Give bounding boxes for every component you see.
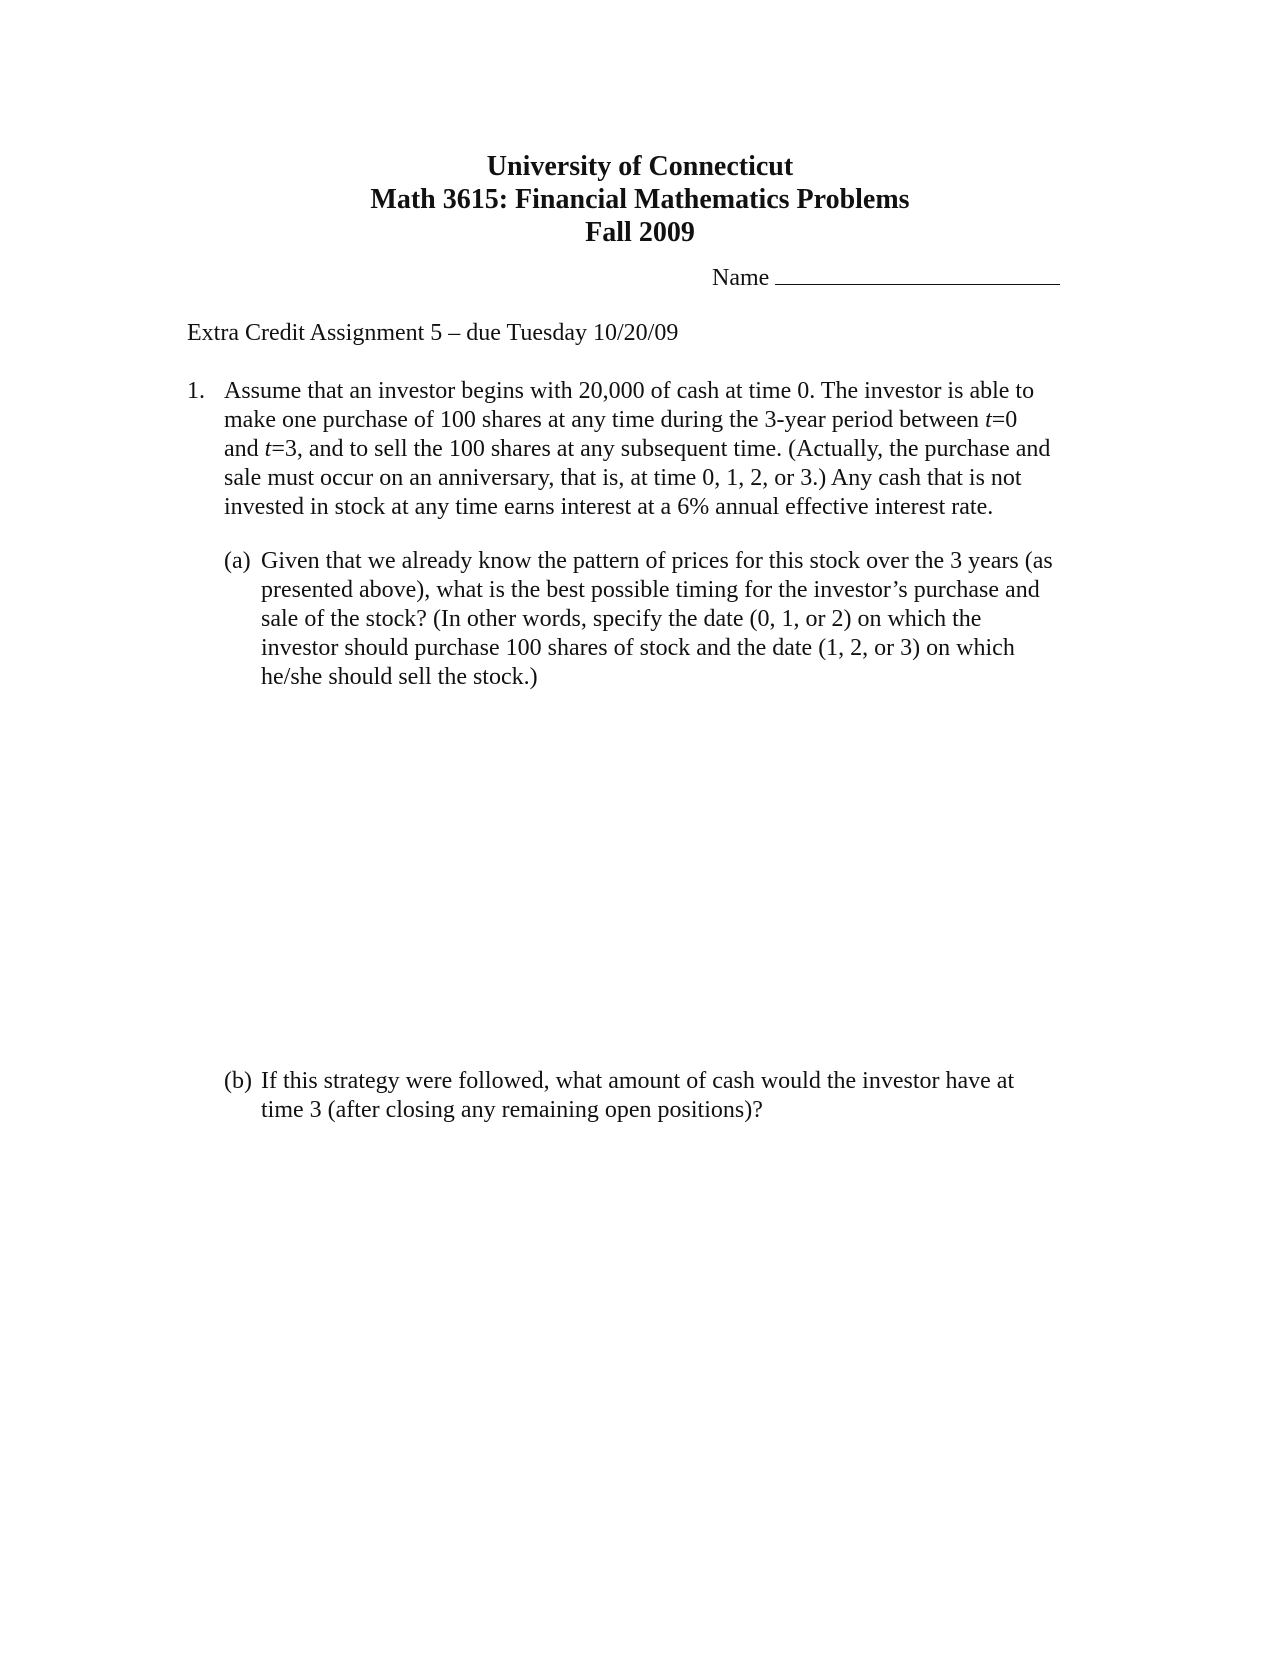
- problem-line: Assume that an investor begins with 20,000 of cash at time 0. The investor is able to: [224, 378, 1035, 404]
- part-a-line: presented above), what is the best possible timing for the investor’s purchase and: [261, 577, 1040, 603]
- part-a-line: sale of the stock? (In other words, specify the date (0, 1, or 2) on which the: [261, 606, 982, 632]
- part-a-label: (a): [224, 548, 251, 574]
- part-b-line: time 3 (after closing any remaining open positions)?: [261, 1097, 763, 1123]
- name-blank-line[interactable]: [775, 262, 1060, 285]
- university-title: University of Connecticut: [486, 151, 794, 182]
- assignment-title: Extra Credit Assignment 5 – due Tuesday 10/20/09: [187, 320, 679, 346]
- name-field: [712, 262, 1060, 292]
- part-a-text: [261, 547, 1084, 692]
- course-title: Math 3615: Financial Mathematics Problems: [370, 184, 910, 215]
- part-b-line: If this strategy were followed, what amount of cash would the investor have at: [261, 1068, 1015, 1094]
- part-a-line: Given that we already know the pattern of prices for this stock over the 3 years (as: [261, 548, 1053, 574]
- name-label: Name: [712, 265, 770, 291]
- term-title: Fall 2009: [585, 217, 695, 248]
- problem-number: 1.: [187, 378, 205, 404]
- problem-1: [187, 377, 1087, 522]
- part-a-line: he/she should sell the stock.): [261, 664, 538, 690]
- document-header: [0, 150, 1280, 249]
- problem-line: invested in stock at any time earns interest at a 6% annual effective interest rate.: [224, 494, 994, 520]
- problem-text: [224, 377, 1087, 522]
- part-a: [224, 547, 1084, 692]
- part-b: [224, 1067, 1084, 1125]
- part-a-line: investor should purchase 100 shares of stock and the date (1, 2, or 3) on which: [261, 635, 1015, 661]
- part-b-text: [261, 1067, 1084, 1125]
- problem-line: sale must occur on an anniversary, that is, at time 0, 1, 2, or 3.) Any cash that is not: [224, 465, 1022, 491]
- problem-line: and t=3, and to sell the 100 shares at any subsequent time. (Actually, the purchase and: [224, 436, 1051, 462]
- problem-line: make one purchase of 100 shares at any time during the 3-year period between t=0: [224, 407, 1018, 433]
- part-b-label: (b): [224, 1068, 252, 1094]
